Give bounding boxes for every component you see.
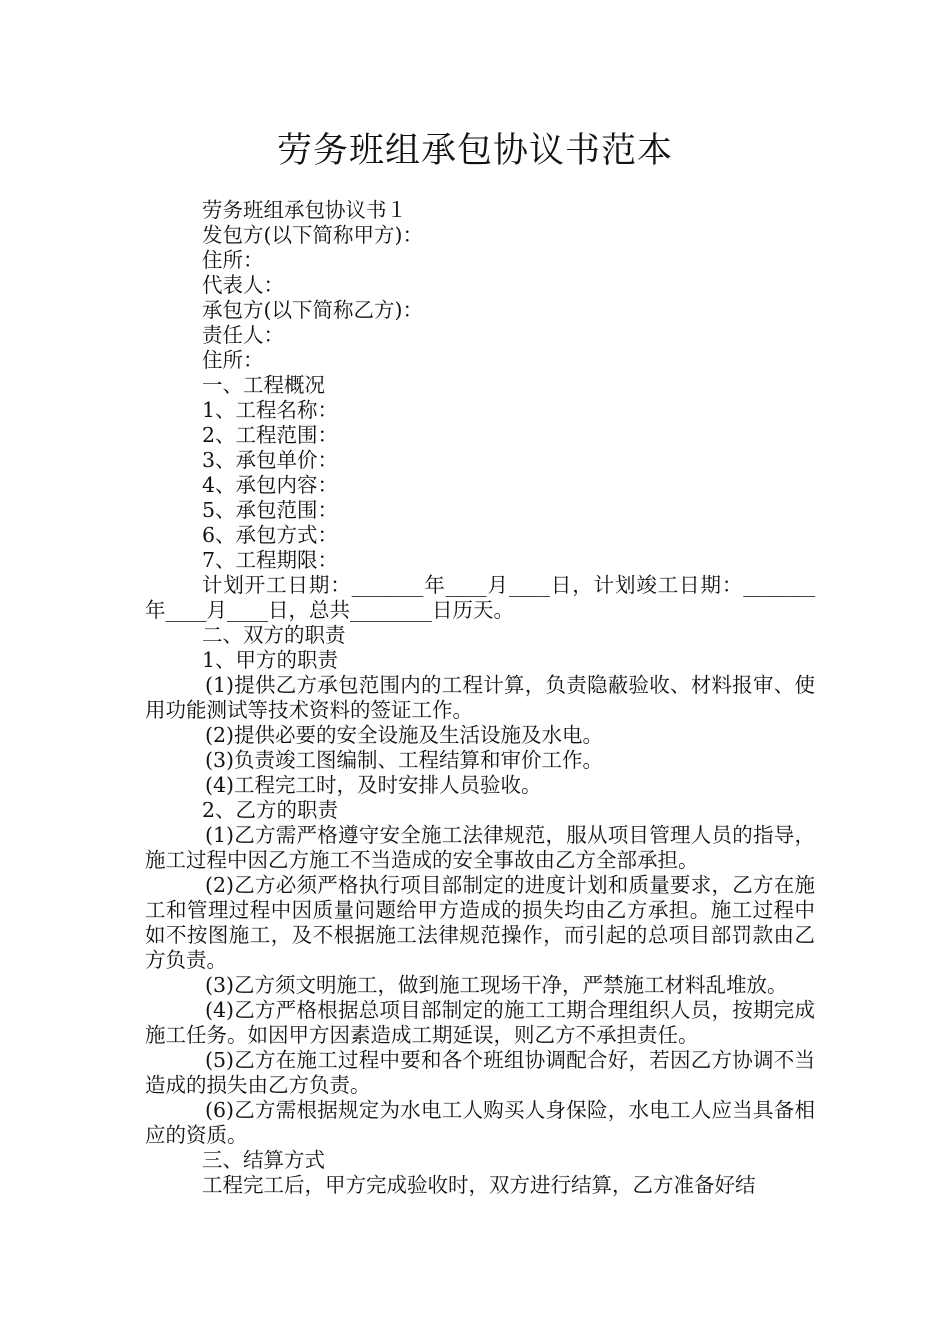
- party-a-duty-4: (4)工程完工时，及时安排人员验收。: [205, 773, 542, 797]
- section-1-heading: 一、工程概况: [202, 373, 325, 397]
- party-b-duty-5: (5)乙方在施工过程中要和各个班组协调配合好，若因乙方协调不当造成的损失由乙方负责。: [145, 1048, 815, 1097]
- document-body: [145, 198, 815, 1198]
- party-b-duty-1: (1)乙方需严格遵守安全施工法律规范，服从项目管理人员的指导，施工过程中因乙方施工不当造成的安全事故由乙方全部承担。: [145, 823, 815, 872]
- section-2-heading: 二、双方的职责: [202, 623, 346, 647]
- party-a-duty-3: (3)负责竣工图编制、工程结算和审价工作。: [205, 748, 604, 772]
- settlement-paragraph: 工程完工后，甲方完成验收时，双方进行结算，乙方准备好结: [202, 1173, 756, 1197]
- subtitle-line: 劳务班组承包协议书１: [202, 198, 407, 222]
- party-b-address: 住所：: [202, 348, 264, 372]
- party-b-duty-2: (2)乙方必须严格执行项目部制定的进度计划和质量要求，乙方在施工和管理过程中因质量问题给甲方造成的损失均由乙方承担。施工过程中如不按图施工，及不根据施工法律规范操作，而引起的总项目部罚款由乙方负责。: [145, 873, 815, 972]
- project-scope: 2、工程范围：: [202, 423, 339, 447]
- document-title: 劳务班组承包协议书范本: [276, 131, 673, 171]
- party-a-address: 住所：: [202, 248, 264, 272]
- contract-content: 4、承包内容：: [202, 473, 339, 497]
- party-b-label: 承包方(以下简称乙方)：: [202, 298, 423, 322]
- project-period: 7、工程期限：: [202, 548, 339, 572]
- party-a-duty-1: (1)提供乙方承包范围内的工程计算，负责隐蔽验收、材料报审、使用功能测试等技术资料的签证工作。: [145, 673, 815, 722]
- contract-method: 6、承包方式：: [202, 523, 339, 547]
- party-b-duties-heading: 2、乙方的职责: [202, 798, 339, 822]
- party-a-duties-heading: 1、甲方的职责: [202, 648, 339, 672]
- project-name: 1、工程名称：: [202, 398, 339, 422]
- party-a-representative: 代表人：: [202, 273, 284, 297]
- party-b-responsible: 责任人：: [202, 323, 284, 347]
- unit-price: 3、承包单价：: [202, 448, 339, 472]
- contract-scope: 5、承包范围：: [202, 498, 339, 522]
- party-b-duty-6: (6)乙方需根据规定为水电工人购买人身保险，水电工人应当具备相应的资质。: [145, 1098, 815, 1147]
- section-3-heading: 三、结算方式: [202, 1148, 325, 1172]
- party-b-duty-4: (4)乙方严格根据总项目部制定的施工工期合理组织人员，按期完成施工任务。如因甲方因素造成工期延误，则乙方不承担责任。: [145, 998, 815, 1047]
- schedule-paragraph: 计划开工日期：_______年____月____日，计划竣工日期：_______年____月____日，总共________日历天。: [145, 573, 815, 622]
- party-a-duty-2: (2)提供必要的安全设施及生活设施及水电。: [205, 723, 604, 747]
- party-b-duty-3: (3)乙方须文明施工，做到施工现场干净，严禁施工材料乱堆放。: [205, 973, 788, 997]
- party-a-label: 发包方(以下简称甲方)：: [202, 223, 423, 247]
